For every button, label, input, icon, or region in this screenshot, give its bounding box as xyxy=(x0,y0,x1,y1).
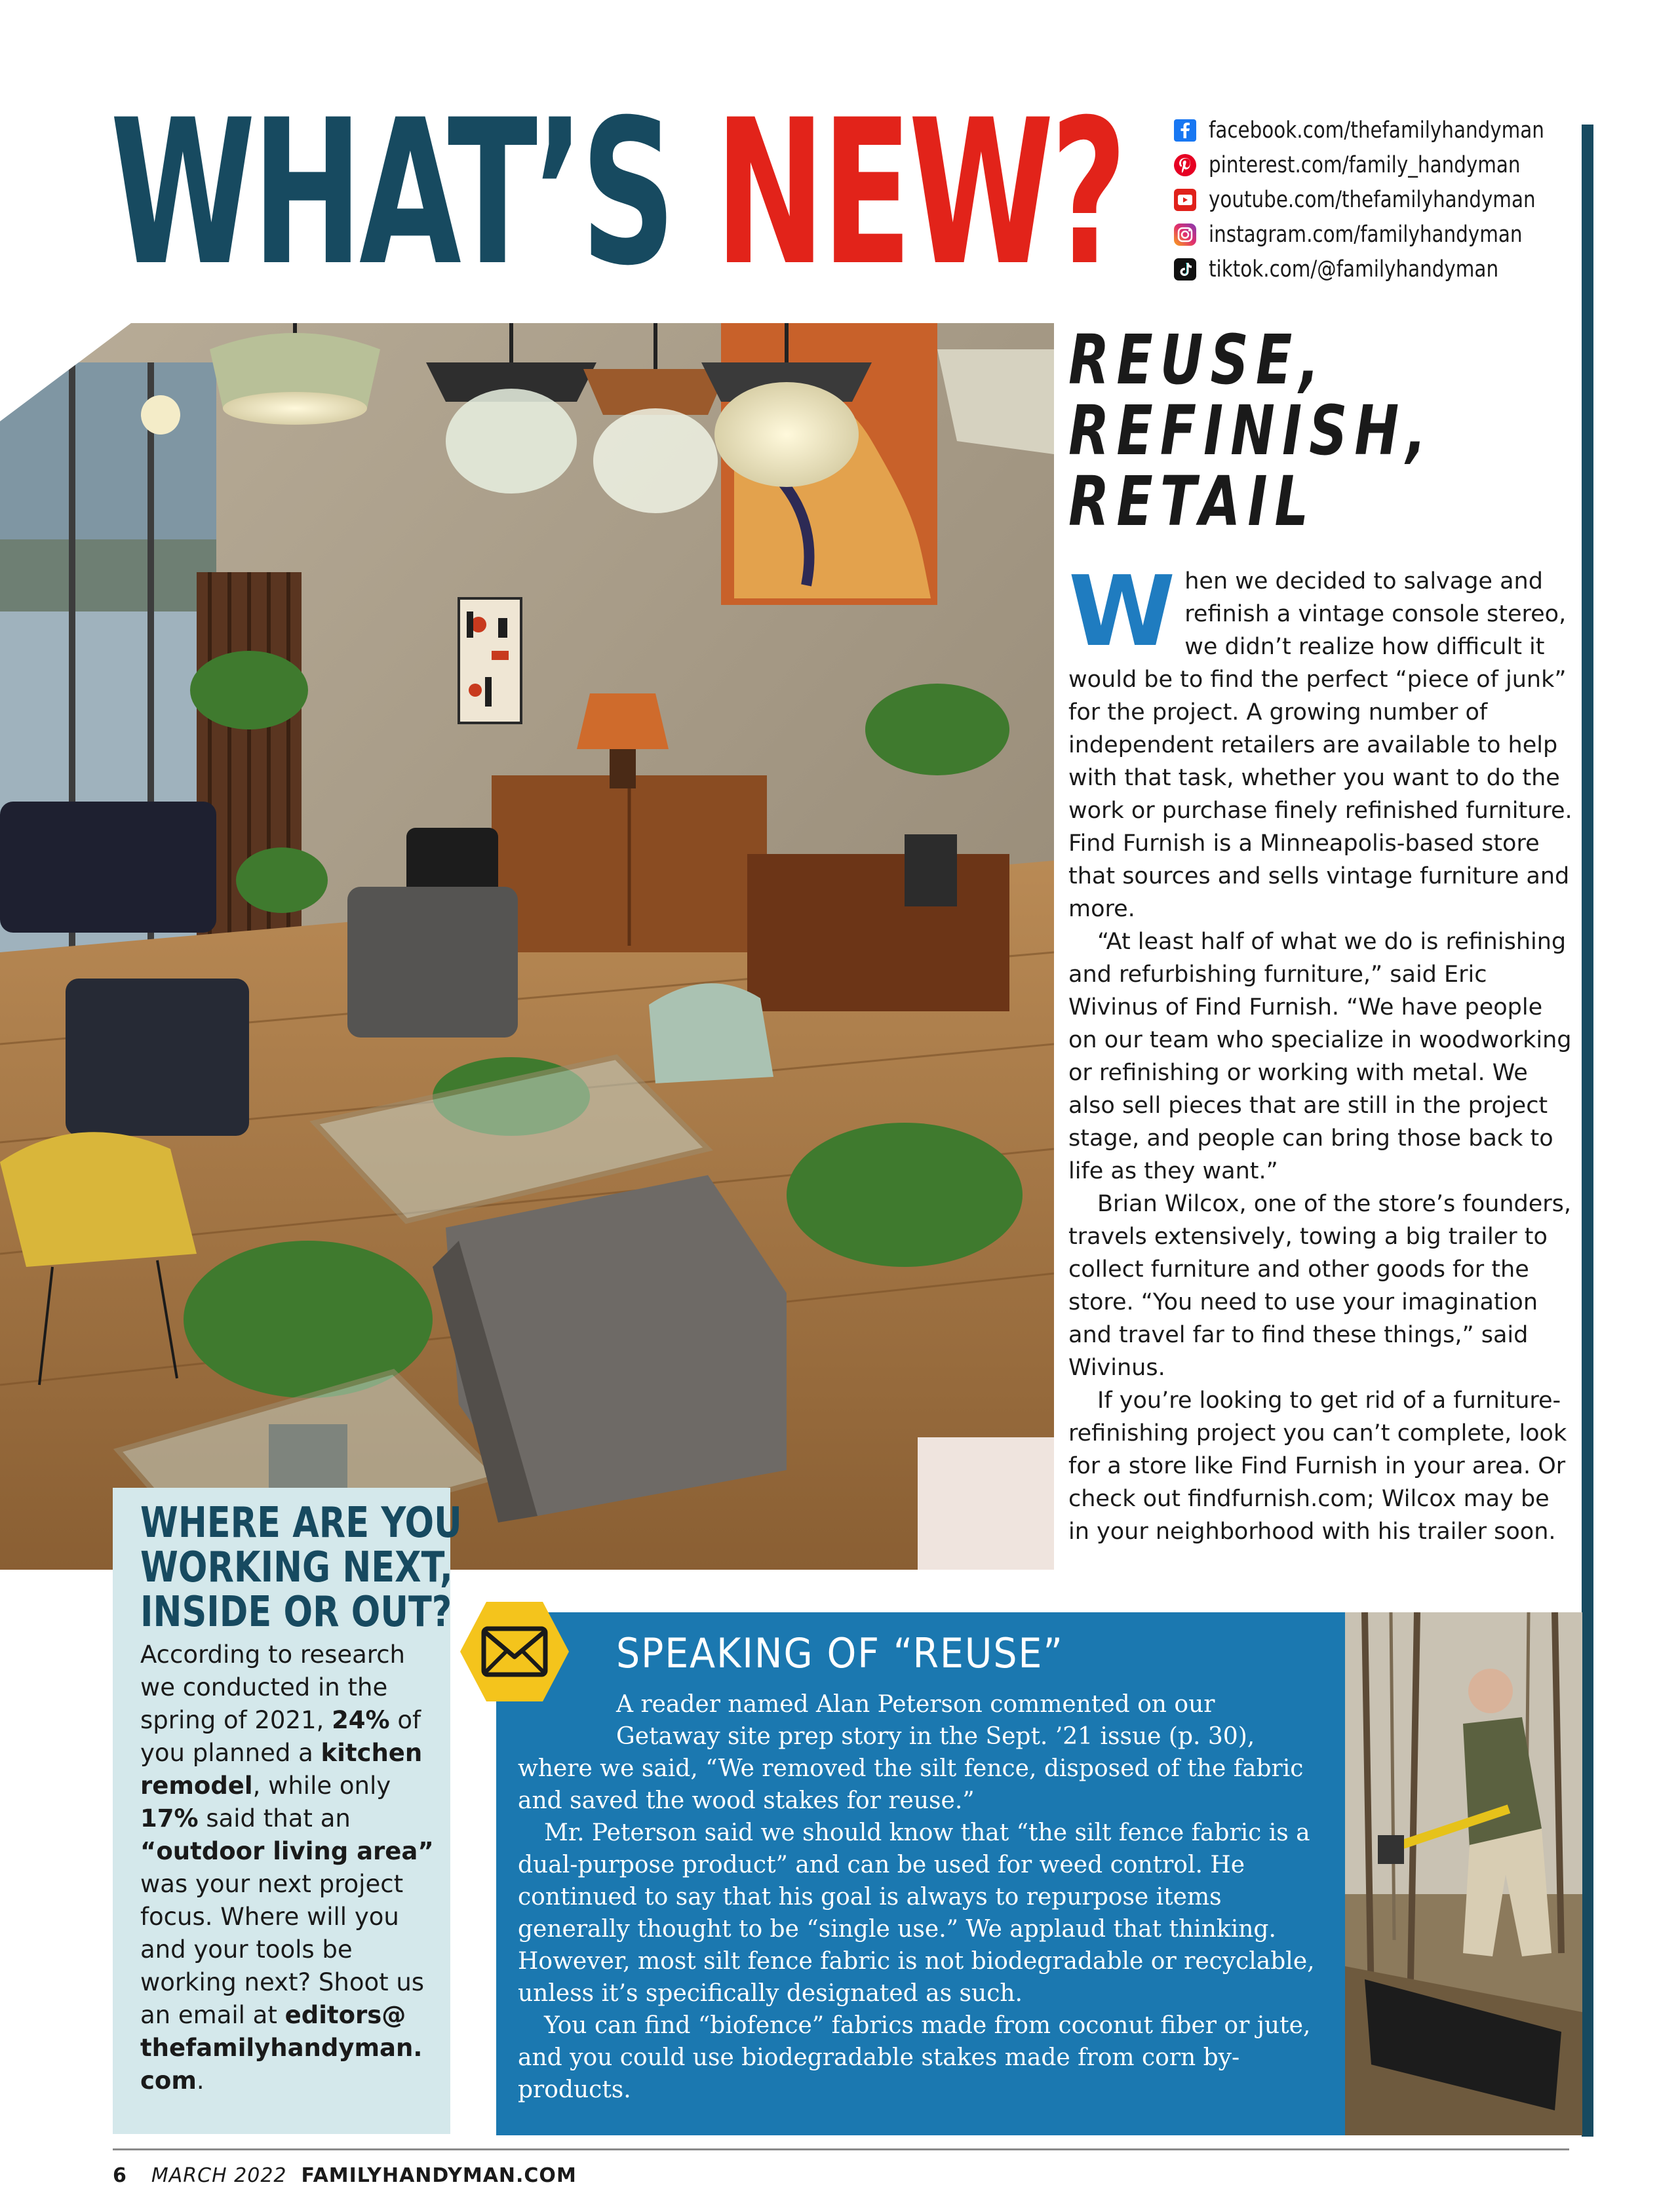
headline-line: REUSE, xyxy=(1068,320,1327,400)
social-link-facebook[interactable]: facebook.com/thefamilyhandyman xyxy=(1173,113,1608,147)
stat-outdoor: 17% xyxy=(140,1804,199,1833)
issue-date: MARCH 2022 xyxy=(151,2164,287,2187)
headline-line: RETAIL xyxy=(1068,461,1316,541)
showroom-photo xyxy=(0,323,1054,1570)
editors-email[interactable]: editors@ thefamilyhandyman. com xyxy=(140,2001,423,2095)
stat-kitchen: 24% xyxy=(332,1706,390,1734)
title-whats: WHAT’S xyxy=(110,77,673,309)
article-body xyxy=(1068,555,1573,1548)
letter-paragraph: You can find “biofence” fabrics made from coconut fiber or jute, and you could use biodegradable stakes made from corn by-products. xyxy=(518,2012,1311,2103)
letter-body xyxy=(518,1688,1331,2106)
social-link-pinterest[interactable]: pinterest.com/family_handyman xyxy=(1173,147,1608,182)
page-title xyxy=(110,77,1124,309)
facebook-icon xyxy=(1173,119,1197,142)
site-name[interactable]: FAMILYHANDYMAN.COM xyxy=(301,2164,577,2187)
article-paragraph: “At least half of what we do is refinishing and refurbishing furniture,” said Eric Wivinus of Find Furnish. “We have people on our team who specialize in woodworking or refinishing or working with metal. We also sell pieces that are still in the project stage, and people can bring those back to life as they want.” xyxy=(1068,929,1572,1184)
social-links xyxy=(1173,113,1608,286)
social-link-youtube[interactable]: youtube.com/thefamilyhandyman xyxy=(1173,182,1608,217)
sidebar-title: WHERE ARE YOU WORKING NEXT, INSIDE OR OUT? xyxy=(140,1499,462,1637)
title-new: NEW? xyxy=(714,77,1124,309)
silt-fence-photo xyxy=(1345,1612,1582,2135)
headline-line: REFINISH, xyxy=(1068,391,1434,471)
letter-paragraph: A reader named Alan Peterson commented on our xyxy=(616,1691,1215,1718)
letter-paragraph: Mr. Peterson said we should know that “the silt fence fabric is a dual-purpose product” and can be used for weed control. He continued to say that his goal is always to repurpose items generally thought to be “single use.” We applaud that thinking. However, most silt fence fabric is not biodegradable or recyclable, unless it’s specifically designated as such. xyxy=(518,1819,1315,2007)
page-number: 6 xyxy=(113,2164,127,2187)
instagram-icon xyxy=(1173,223,1197,246)
letter-title: SPEAKING OF “REUSE” xyxy=(616,1629,1064,1677)
sidebar-body: According to research we conducted in the spring of 2021, 24% of you planned a kitchen remodel, while only 17% said that an “outdoor living area” was your next project focus. Where will you and your tools be working next? Shoot us an email at editors@ thefamilyhandyman. com. xyxy=(140,1640,434,2095)
right-edge-rule xyxy=(1582,125,1593,2137)
tiktok-icon xyxy=(1173,258,1197,281)
youtube-icon xyxy=(1173,188,1197,212)
article-headline xyxy=(1068,320,1434,541)
social-link-tiktok[interactable]: tiktok.com/@familyhandyman xyxy=(1173,252,1608,286)
footer-rule xyxy=(113,2148,1569,2150)
pinterest-icon xyxy=(1173,153,1197,177)
letter-paragraph-cont: Getaway site prep story in the Sept. ’21 issue (p. 30), where we said, “We removed the silt fence, disposed of the fabric and saved the wood stakes for reuse.” xyxy=(518,1723,1304,1814)
article-paragraph: If you’re looking to get rid of a furniture-refinishing project you can’t complete, look for a store like Find Furnish in your area. Or check out findfurnish.com; Wilcox may be in your neighborhood with his trailer soon. xyxy=(1068,1387,1567,1545)
drop-cap: W xyxy=(1068,555,1176,668)
article-paragraph: When we decided to salvage and refinish a vintage console stereo, we didn’t realize how difficult it would be to find the perfect “piece of junk” for the project. A growing number of independent retailers are available to help with that task, whether you want to do the work or purchase finely refinished furniture. Find Furnish is a Minneapolis-based store that sources and sells vintage furniture and more. xyxy=(1068,555,1572,922)
page-footer xyxy=(113,2164,577,2187)
social-link-instagram[interactable]: instagram.com/familyhandyman xyxy=(1173,217,1608,252)
article-paragraph: Brian Wilcox, one of the store’s founders, travels extensively, towing a big trailer to collect furniture and other goods for the store. “You need to use your imagination and travel far to find these things,” said Wivinus. xyxy=(1068,1191,1572,1381)
